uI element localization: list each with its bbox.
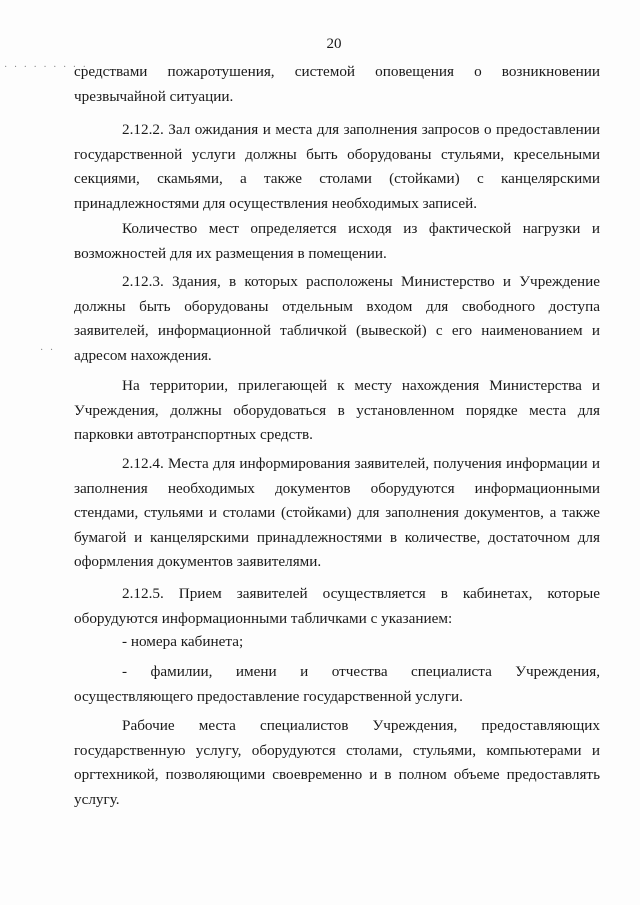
paragraph-seats-count: Количество мест определяется исходя из фактической нагрузки и возможностей для их размещения в помещении.: [74, 220, 600, 262]
list-item-specialist-name: - фамилии, имени и отчества специалиста Учреждения, осуществляющего предоставление государственной услуги.: [74, 663, 600, 705]
scan-artifact: · · · · · · · · ·: [4, 62, 88, 73]
paragraph-workplaces: Рабочие места специалистов Учреждения, предоставляющих государственную услугу, оборудуются столами, стульями, компьютерами и оргтехникой, позволяющими своевременно и в полном объеме предоставлять услугу.: [74, 717, 600, 808]
paragraph-fire-safety: средствами пожаротушения, системой оповещения о возникновении чрезвычайной ситуации.: [74, 63, 600, 105]
paragraph-2-12-5: 2.12.5. Прием заявителей осуществляется в кабинетах, которые оборудуются информационными табличками с указанием:: [74, 585, 600, 627]
paragraph-2-12-4: 2.12.4. Места для информирования заявителей, получения информации и заполнения необходимых документов оборудуются информационными стендами, стульями и столами (стойками) для заполнения документов, а также бумагой и канцелярскими принадлежностями в количестве, достаточном для оформления документов заявителями.: [74, 455, 600, 570]
page-number: 20: [326, 36, 342, 52]
scan-artifact: · ·: [40, 345, 56, 356]
paragraph-2-12-3: 2.12.3. Здания, в которых расположены Министерство и Учреждение должны быть оборудованы отдельным входом для свободного доступа заявителей, информационной табличкой (вывеской) с его наименованием и адресом нахождения.: [74, 273, 600, 364]
paragraph-parking: На территории, прилегающей к месту нахождения Министерства и Учреждения, должны оборудоваться в установленном порядке места для парковки автотранспортных средств.: [74, 377, 600, 443]
paragraph-2-12-2: 2.12.2. Зал ожидания и места для заполнения запросов о предоставлении государственной услуги должны быть оборудованы стульями, кресельными секциями, скамьями, а также столами (стойками) с канцелярскими принадлежностями для осуществления необходимых записей.: [74, 121, 600, 212]
list-item-cabinet-number: - номера кабинета;: [122, 633, 244, 650]
